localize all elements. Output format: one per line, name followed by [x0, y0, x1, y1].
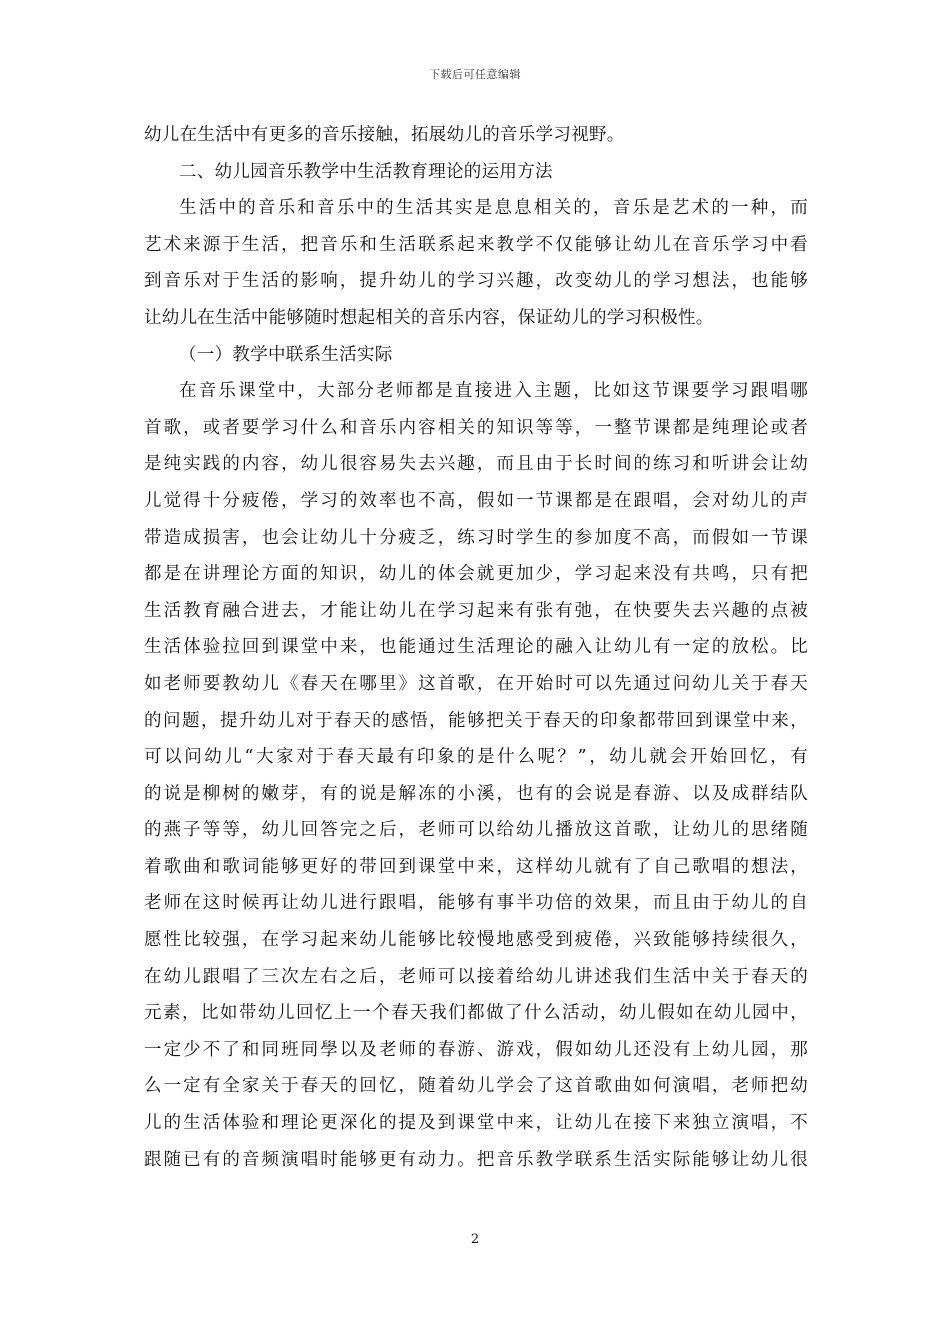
text-line: 艺术来源于生活，把音乐和生活联系起来教学不仅能够让幼儿在音乐学习中看: [144, 234, 808, 255]
text-line: 是纯实践的内容，幼儿很容易失去兴趣，而且由于长时间的练习和听讲会让幼: [144, 454, 808, 475]
text-line: 在音乐课堂中，大部分老师都是直接进入主题，比如这节课要学习跟唱哪: [179, 381, 808, 402]
document-body: [144, 117, 808, 1178]
text-line: 带造成损害，也会让幼儿十分疲乏，练习时学生的参加度不高，而假如一节课: [144, 527, 808, 548]
text-line: 儿的生活体验和理论更深化的提及到课堂中来，让幼儿在接下来独立演唱，不: [144, 1113, 808, 1134]
text-line: 到音乐对于生活的影响，提升幼儿的学习兴趣，改变幼儿的学习想法，也能够: [144, 271, 808, 292]
text-line: 老师在这时候再让幼儿进行跟唱，能够有事半功倍的效果，而且由于幼儿的自: [144, 893, 808, 914]
text-line: 的燕子等等，幼儿回答完之后，老师可以给幼儿播放这首歌，让幼儿的思绪随: [144, 820, 808, 841]
text-line: 着歌曲和歌词能够更好的带回到课堂中来，这样幼儿就有了自己歌唱的想法，: [144, 856, 808, 877]
text-line: 儿觉得十分疲倦，学习的效率也不高，假如一节课都是在跟唱，会对幼儿的声: [144, 490, 808, 511]
text-line: 可以问幼儿“大家对于春天最有印象的是什么呢？”，幼儿就会开始回忆，有: [144, 747, 808, 768]
text-line: 元素，比如带幼儿回忆上一个春天我们都做了什么活动，幼儿假如在幼儿园中，: [144, 1003, 808, 1024]
text-line: 让幼儿在生活中能够随时想起相关的音乐内容，保证幼儿的学习积极性。: [144, 307, 714, 328]
text-line: 幼儿在生活中有更多的音乐接触，拓展幼儿的音乐学习视野。: [144, 125, 625, 145]
subsection-heading: （一）教学中联系生活实际: [179, 344, 393, 365]
text-line: 生活教育融合进去，才能让幼儿在学习起来有张有弛，在快要失去兴趣的点被: [144, 600, 808, 621]
page-number: 2: [470, 1232, 480, 1247]
text-line: 生活中的音乐和音乐中的生活其实是息息相关的，音乐是艺术的一种，而: [179, 198, 808, 219]
text-line: 跟随已有的音频演唱时能够更有动力。把音乐教学联系生活实际能够让幼儿很: [144, 1149, 808, 1170]
text-line: 一定少不了和同班同學以及老师的春游、游戏，假如幼儿还没有上幼儿园，那: [144, 1039, 808, 1060]
section-heading: 二、幼儿园音乐教学中生活教育理论的运用方法: [179, 161, 553, 182]
text-line: 么一定有全家关于春天的回忆，随着幼儿学会了这首歌曲如何演唱，老师把幼: [144, 1076, 808, 1097]
text-line: 首歌，或者要学习什么和音乐内容相关的知识等等，一整节课都是纯理论或者: [144, 417, 808, 438]
page-header: 下载后可任意编辑: [429, 68, 521, 81]
text-line: 如老师要教幼儿《春天在哪里》这首歌，在开始时可以先通过问幼儿关于春天: [144, 673, 808, 694]
text-line: 的问题，提升幼儿对于春天的感悟，能够把关于春天的印象都带回到课堂中来，: [144, 710, 808, 731]
text-line: 的说是柳树的嫩芽，有的说是解冻的小溪，也有的会说是春游、以及成群结队: [144, 783, 808, 804]
text-line: 愿性比较强，在学习起来幼儿能够比较慢地感受到疲倦，兴致能够持续很久，: [144, 930, 808, 951]
text-line: 在幼儿跟唱了三次左右之后，老师可以接着给幼儿讲述我们生活中关于春天的: [144, 966, 808, 987]
text-line: 都是在讲理论方面的知识，幼儿的体会就更加少，学习起来没有共鸣，只有把: [144, 564, 808, 585]
text-line: 生活体验拉回到课堂中来，也能通过生活理论的融入让幼儿有一定的放松。比: [144, 637, 808, 658]
